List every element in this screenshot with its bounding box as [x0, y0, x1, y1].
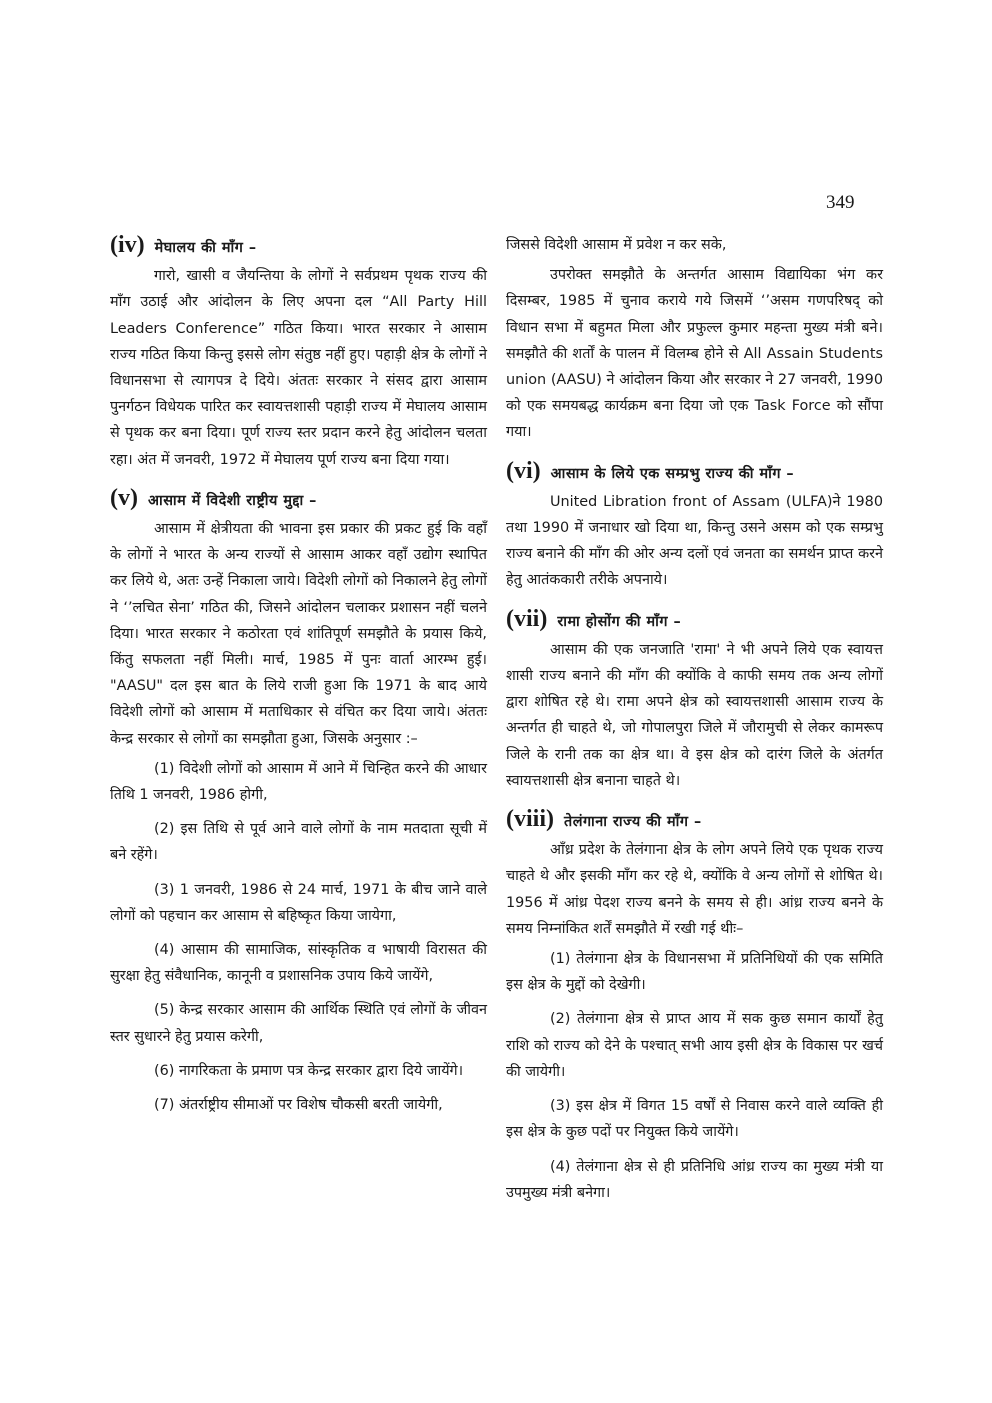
section-sovereign-assam — [506, 458, 883, 594]
list-item: (4) तेलंगाना क्षेत्र से ही प्रतिनिधि आंध्र राज्य का मुख्य मंत्री या उपमुख्य मंत्री बनेगा। — [506, 1158, 883, 1201]
section-heading — [506, 606, 883, 635]
list-item: (3) 1 जनवरी, 1986 से 24 मार्च, 1971 के बीच जाने वाले लोगों को पहचान कर आसाम से बहिष्कृत किया जायेगा, — [110, 881, 487, 924]
paragraph: आसाम में क्षेत्रीयता की भावना इस प्रकार की प्रकट हुई कि वहाँ के लोगों ने भारत के अन्य राज्यों से आसाम आकर वहाँ उद्योग स्थापित कर लिये थे, अतः उन्हें निकाला जाये। विदेशी लोगों को निकालने हेतु लोगों ने ‘’लचित सेना’ गठित की, जिसने आंदोलन चलाकर प्रशासन नहीं चलने दिया। भारत सरकार ने कठोरता एवं शांतिपूर्ण समझौते के प्रयास किये, किंतु सफलता नहीं मिली। मार्च, 1985 में पुनः वार्ता आरम्भ हुई। "AASU" दल इस बात के लिये राजी हुआ कि 1971 के बाद आये विदेशी लोगों को आसाम में मताधिकार से वंचित कर दिया जाये। अंततः केन्द्र सरकार से लोगों का समझौता हुआ, जिसके अनुसार :– — [110, 521, 487, 747]
list-item: (3) इस क्षेत्र में विगत 15 वर्षों से निवास करने वाले व्यक्ति ही इस क्षेत्र के कुछ पदों पर नियुक्त किये जायेंगे। — [506, 1098, 883, 1141]
left-column — [110, 232, 487, 1130]
page-number: 349 — [826, 192, 855, 213]
list-item: (5) केन्द्र सरकार आसाम की आर्थिक स्थिति एवं लोगों के जीवन स्तर सुधारने हेतु प्रयास करेगी, — [110, 1002, 487, 1045]
section-title: तेलंगाना राज्य की माँग – — [564, 814, 702, 831]
list-item: (1) विदेशी लोगों को आसाम में आने में चिन्हित करने की आधार तिथि 1 जनवरी, 1986 होगी, — [110, 760, 487, 804]
right-column — [506, 232, 883, 1218]
paragraph: गारो, खासी व जैयन्तिया के लोगों ने सर्वप्रथम पृथक राज्य की माँग उठाई और आंदोलन के लिए अपना दल “All Party Hill Leaders Conference” गठित किया। भारत सरकार ने आसाम राज्य गठित किया किन्तु इससे लोग संतुष्ठ नहीं हुए। पहाड़ी क्षेत्र के लोगों ने विधानसभा से त्यागपत्र दे दिये। अंततः सरकार ने संसद द्वारा आसाम पुनर्गठन विधेयक पारित कर स्वायत्तशासी पहाड़ी राज्य में मेघालय आसाम से पृथक कर बना दिया। पूर्ण राज्य स्तर प्रदान करने हेतु आंदोलन चलता रहा। अंत में जनवरी, 1972 में मेघालय पूर्ण राज्य बना दिया गया। — [110, 268, 487, 468]
section-title: रामा होसोंग की माँग – — [557, 613, 682, 630]
paragraph: United Libration front of Assam (ULFA)ने 1980 तथा 1990 में जनाधार खो दिया था, किन्तु उसने असम को एक सम्प्रभु राज्य बनाने की माँग की ओर अन्य दलों एवं जनता का समर्थन प्राप्त करने हेतु आतंककारी तरीके अपनाये। — [506, 493, 883, 589]
section-number: (v) — [110, 484, 138, 511]
list-item: (2) तेलंगाना क्षेत्र से प्राप्त आय में सक कुछ समान कार्यों हेतु राशि को राज्य को देने के पश्चात् सभी आय इसी क्षेत्र के विकास पर खर्च की जायेगी। — [506, 1011, 883, 1080]
list-item: (2) इस तिथि से पूर्व आने वाले लोगों के नाम मतदाता सूची में बने रहेंगे। — [110, 821, 487, 864]
section-heading — [506, 806, 883, 835]
paragraph: आसाम की एक जनजाति 'रामा' ने भी अपने लिये एक स्वायत्त शासी राज्य बनाने की माँग की क्योंकि वे काफी समय तक अन्य लोगों द्वारा शोषित रहे थे। रामा अपने क्षेत्र को स्वायत्तशासी आसाम राज्य के अन्तर्गत ही चाहते थे, जो गोपालपुरा जिले में जौरामुची से लेकर कामरूप जिले के रानी तक का क्षेत्र था। वे इस क्षेत्र को दारंग जिले के अंतर्गत स्वायत्तशासी क्षेत्र बनाना चाहते थे। — [506, 641, 883, 789]
section-assam-foreigners — [110, 485, 487, 1118]
section-number: (iv) — [110, 232, 145, 258]
section-title: आसाम के लिये एक सम्प्रभु राज्य की माँग – — [550, 465, 795, 482]
section-meghalaya — [110, 232, 487, 473]
section-heading — [506, 458, 883, 487]
section-heading — [110, 232, 487, 261]
list-item: (4) आसाम की सामाजिक, सांस्कृतिक व भाषायी विरासत की सुरक्षा हेतु संवैधानिक, कानूनी व प्रशासनिक उपाय किये जायेंगे, — [110, 942, 487, 985]
list-item: (1) तेलंगाना क्षेत्र के विधानसभा में प्रतिनिधियों की एक समिति इस क्षेत्र के मुद्दों को देखेगी। — [506, 951, 883, 994]
section-heading — [110, 485, 487, 514]
section-number: (vii) — [506, 605, 548, 632]
section-rama-hosong — [506, 606, 883, 794]
section-title: मेघालय की माँग – — [154, 240, 257, 256]
list-item: (6) नागरिकता के प्रमाण पत्र केन्द्र सरकार द्वारा दिये जायेंगे। — [154, 1062, 464, 1079]
section-telangana — [506, 806, 883, 1206]
list-item: (7) अंतर्राष्ट्रीय सीमाओं पर विशेष चौकसी बरती जायेगी, — [154, 1097, 443, 1114]
paragraph: आँध्र प्रदेश के तेलंगाना क्षेत्र के लोग अपने लिये एक पृथक राज्य चाहते थे और इसकी माँग कर रहे थे, क्योंकि वे अन्य लोगों से शोषित थे। 1956 में आंध्र पेदश राज्य बनने के समय से ही। आंध्र राज्य बनने के समय निम्नांकित शर्तें समझौते में रखी गई थीः– — [506, 842, 883, 937]
continuation-line: जिससे विदेशी आसाम में प्रवेश न कर सके, — [506, 237, 727, 253]
paragraph: उपरोक्त समझौते के अन्तर्गत आसाम विद्यायिका भंग कर दिसम्बर, 1985 में चुनाव कराये गये जिसमें ‘’असम गणपरिषद् को विधान सभा में बहुमत मिला और प्रफुल्ल कुमार महन्ता मुख्य मंत्री बने। समझौते की शर्तों के पालन में विलम्ब होने से All Assain Students union (AASU) ने आंदोलन किया और सरकार ने 27 जनवरी, 1990 को एक समयबद्ध कार्यक्रम बना दिया जो एक Task Force को सौंपा गया। — [506, 267, 883, 441]
section-title: आसाम में विदेशी राष्ट्रीय मुद्दा – — [147, 492, 317, 509]
section-number: (vi) — [506, 457, 541, 484]
section-continuation — [506, 232, 883, 446]
section-number: (viii) — [506, 806, 554, 833]
